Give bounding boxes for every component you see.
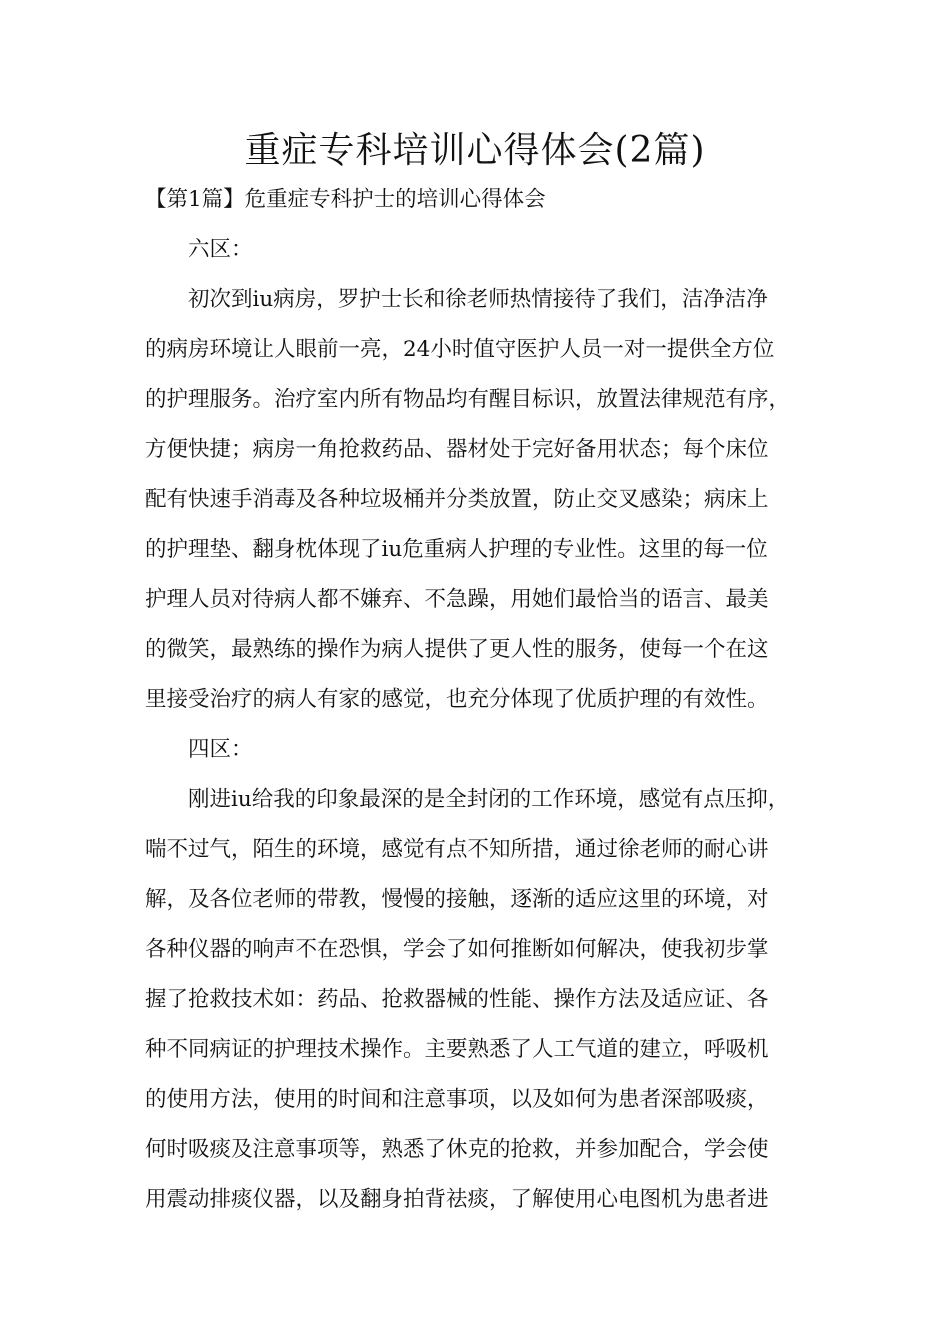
document-subtitle: 【第1篇】危重症专科护士的培训心得体会: [145, 187, 546, 212]
paragraph-line: 的病房环境让人眼前一亮，24小时值守医护人员一对一提供全方位: [145, 337, 775, 362]
paragraph-line: 握了抢救技术如：药品、抢救器械的性能、操作方法及适应证、各: [145, 987, 769, 1012]
paragraph-line: 里接受治疗的病人有家的感觉，也充分体现了优质护理的有效性。: [145, 687, 769, 712]
paragraph-line: 的护理垫、翻身枕体现了iu危重病人护理的专业性。这里的每一位: [145, 537, 768, 562]
paragraph-line: 喘不过气，陌生的环境，感觉有点不知所措，通过徐老师的耐心讲: [145, 837, 769, 862]
paragraph-line: 初次到iu病房，罗护士长和徐老师热情接待了我们，洁净洁净: [188, 287, 768, 312]
paragraph-line: 护理人员对待病人都不嫌弃、不急躁，用她们最恰当的语言、最美: [145, 587, 769, 612]
paragraph-line: 方便快捷；病房一角抢救药品、器材处于完好备用状态；每个床位: [145, 437, 769, 462]
paragraph-line: 刚进iu给我的印象最深的是全封闭的工作环境，感觉有点压抑，: [188, 787, 790, 812]
paragraph-line: 何时吸痰及注意事项等，熟悉了休克的抢救，并参加配合，学会使: [145, 1137, 769, 1162]
section-heading-6: 六区：: [188, 237, 253, 262]
document-title: 重症专科培训心得体会(2篇): [244, 130, 706, 171]
paragraph-line: 种不同病证的护理技术操作。主要熟悉了人工气道的建立，呼吸机: [145, 1037, 769, 1062]
paragraph-line: 各种仪器的响声不在恐惧，学会了如何推断如何解决，使我初步掌: [145, 937, 769, 962]
paragraph-line: 配有快速手消毒及各种垃圾桶并分类放置，防止交叉感染；病床上: [145, 487, 769, 512]
paragraph-line: 的使用方法，使用的时间和注意事项，以及如何为患者深部吸痰，: [145, 1087, 769, 1112]
paragraph-line: 用震动排痰仪器，以及翻身拍背祛痰，了解使用心电图机为患者进: [145, 1187, 769, 1212]
paragraph-line: 的护理服务。治疗室内所有物品均有醒目标识，放置法律规范有序，: [145, 387, 791, 412]
paragraph-line: 的微笑，最熟练的操作为病人提供了更人性的服务，使每一个在这: [145, 637, 769, 662]
section-heading-4: 四区：: [188, 737, 253, 762]
paragraph-line: 解，及各位老师的带教，慢慢的接触，逐渐的适应这里的环境，对: [145, 887, 769, 912]
